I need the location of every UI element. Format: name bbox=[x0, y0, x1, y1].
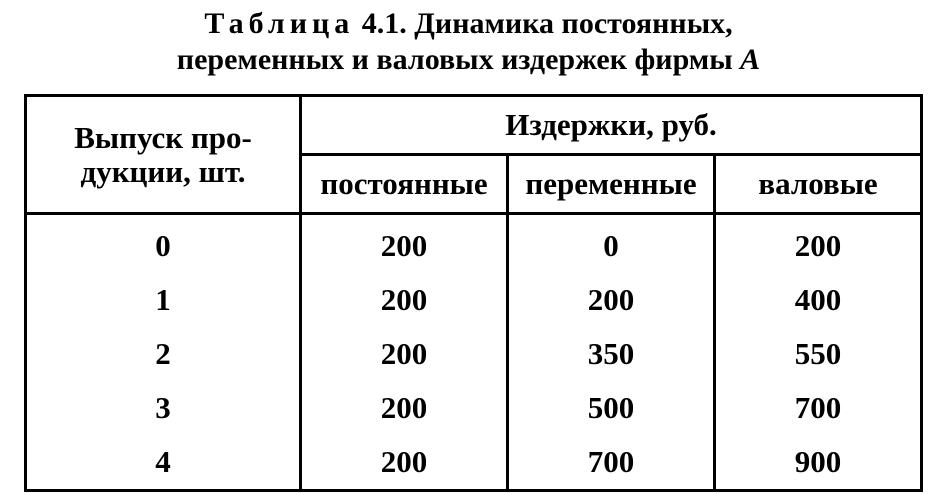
table-row bbox=[26, 327, 922, 381]
table-row bbox=[26, 273, 922, 327]
table-body bbox=[26, 214, 922, 491]
total-costs-header: валовые bbox=[715, 155, 922, 214]
caption-line-2 bbox=[0, 42, 937, 78]
variable-cost-cell: 0 bbox=[508, 214, 715, 274]
fixed-cost-cell: 200 bbox=[301, 214, 508, 274]
output-cell: 3 bbox=[26, 381, 301, 435]
variable-cost-cell: 200 bbox=[508, 273, 715, 327]
caption-number: 4.1. bbox=[361, 7, 407, 40]
caption-line-2-text: переменных и валовых издержек фирмы bbox=[176, 43, 733, 76]
output-header-line-2: дукции, шт. bbox=[80, 153, 246, 189]
header-row-top bbox=[26, 96, 922, 155]
total-cost-cell: 700 bbox=[715, 381, 922, 435]
caption-line-1 bbox=[0, 6, 937, 42]
total-cost-cell: 900 bbox=[715, 435, 922, 491]
fixed-cost-cell: 200 bbox=[301, 381, 508, 435]
caption-line-1-text: Динамика постоянных, bbox=[414, 7, 733, 40]
output-cell: 2 bbox=[26, 327, 301, 381]
variable-cost-cell: 700 bbox=[508, 435, 715, 491]
output-cell: 4 bbox=[26, 435, 301, 491]
variable-cost-cell: 500 bbox=[508, 381, 715, 435]
variable-cost-cell: 350 bbox=[508, 327, 715, 381]
table-row bbox=[26, 381, 922, 435]
fixed-cost-cell: 200 bbox=[301, 273, 508, 327]
table-row bbox=[26, 435, 922, 491]
output-cell: 1 bbox=[26, 273, 301, 327]
costs-header: Издержки, руб. bbox=[301, 96, 922, 155]
total-cost-cell: 400 bbox=[715, 273, 922, 327]
variable-costs-header: переменные bbox=[508, 155, 715, 214]
fixed-costs-header: постоянные bbox=[301, 155, 508, 214]
output-header-line-1: Выпуск про- bbox=[74, 119, 252, 155]
table-caption bbox=[0, 6, 937, 78]
output-cell: 0 bbox=[26, 214, 301, 274]
table-header bbox=[26, 96, 922, 214]
total-cost-cell: 550 bbox=[715, 327, 922, 381]
cost-table bbox=[24, 94, 923, 492]
caption-label: Таблица bbox=[204, 7, 355, 40]
caption-firm-letter: A bbox=[740, 43, 761, 76]
fixed-cost-cell: 200 bbox=[301, 435, 508, 491]
total-cost-cell: 200 bbox=[715, 214, 922, 274]
fixed-cost-cell: 200 bbox=[301, 327, 508, 381]
output-header bbox=[26, 96, 301, 214]
table-row bbox=[26, 214, 922, 274]
